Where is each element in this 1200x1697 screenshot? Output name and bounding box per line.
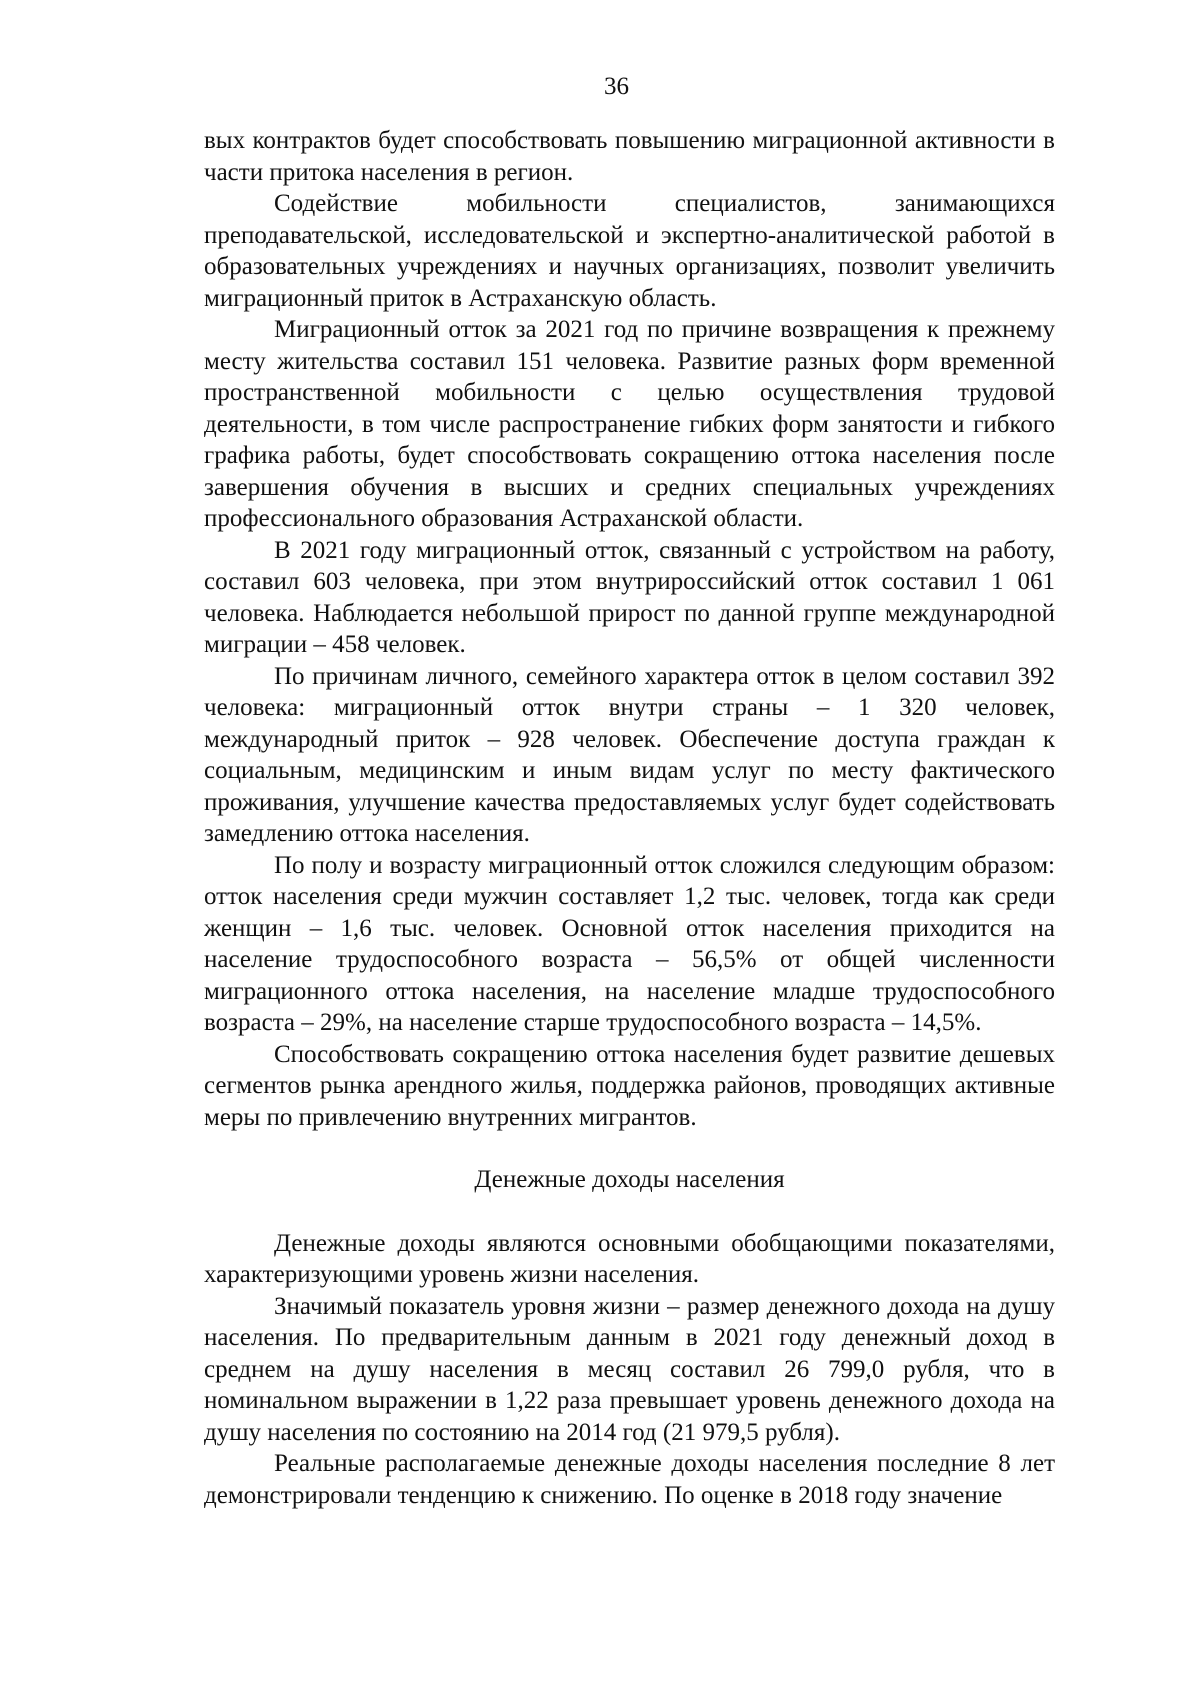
paragraph-gender-age-outflow: По полу и возрасту миграционный отток сложился следующим образом: отток населения среди мужчин составляет 1,2 тыс. человек, тогда как среди женщин – 1,6 тыс. человек. Основной отток населения приходится на население трудоспособного возраста – 56,5% от общей численности миграционного оттока населения, на население младше трудоспособного возраста – 29%, на население старше трудоспособного возраста – 14,5%. (204, 851, 1055, 1036)
page-number: 36 (604, 73, 629, 100)
paragraph-housing-measures: Способствовать сокращению оттока населения будет развитие дешевых сегментов рынка арендного жилья, поддержка районов, проводящих активные меры по привлечению внутренних мигрантов. (204, 1040, 1055, 1131)
paragraph-specialist-mobility: Содействие мобильности специалистов, занимающихся преподавательской, исследовательской и экспертно-аналитической работой в образовательных учреждениях и научных организациях, позволит увеличить миграционный приток в Астраханскую область. (204, 190, 1055, 312)
paragraph-family-outflow: По причинам личного, семейного характера отток в целом составил 392 человека: миграционный отток внутри страны – 1 320 человек, международный приток – 928 человек. Обеспечение доступа граждан к социальным, медицинским и иным видам услуг по месту фактического проживания, улучшение качества предоставляемых услуг будет содействовать замедлению оттока населения. (204, 662, 1055, 847)
paragraph-employment-outflow: В 2021 году миграционный отток, связанный с устройством на работу, составил 603 человека, при этом внутрироссийский отток составил 1 061 человека. Наблюдается небольшой прирост по данной группе международной миграции – 458 человек. (204, 536, 1055, 658)
paragraph-income-definition: Денежные доходы являются основными обобщающими показателями, характеризующими уровень жизни населения. (204, 1229, 1055, 1288)
document-body (204, 125, 1055, 1511)
paragraph-continuation: вых контрактов будет способствовать повышению миграционной активности в части притока населения в регион. (204, 127, 1055, 186)
paragraph-return-outflow: Миграционный отток за 2021 год по причине возвращения к прежнему месту жительства составил 151 человека. Развитие разных форм временной пространственной мобильности с целью осуществления трудовой деятельности, в том числе распространение гибких форм занятости и гибкого графика работы, будет способствовать сокращению оттока населения после завершения обучения в высших и средних специальных учреждениях профессионального образования Астраханской области. (204, 316, 1055, 532)
paragraph-income-per-capita: Значимый показатель уровня жизни – размер денежного дохода на душу населения. По предварительным данным в 2021 году денежный доход в среднем на душу населения в месяц составил 26 799,0 рубля, что в номинальном выражении в 1,22 раза превышает уровень денежного дохода на душу населения по состоянию на 2014 год (21 979,5 рубля). (204, 1292, 1055, 1446)
section-heading: Денежные доходы населения (474, 1166, 785, 1193)
paragraph-real-income-trend: Реальные располагаемые денежные доходы населения последние 8 лет демонстрировали тенденцию к снижению. По оценке в 2018 году значение (204, 1450, 1055, 1509)
